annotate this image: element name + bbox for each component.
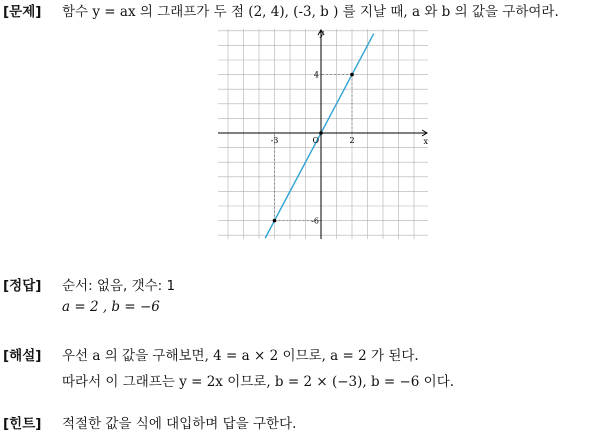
problem-tag: [문제] xyxy=(3,4,42,20)
x-tick-label: -3 xyxy=(270,136,279,145)
y-tick-label: -6 xyxy=(311,216,319,226)
x-axis-label: x xyxy=(423,137,428,146)
answer-tag: [정답] xyxy=(3,278,42,294)
answer-line1: 순서: 없음, 갯수: 1 xyxy=(62,278,176,294)
explanation-line1: 우선 a 의 값을 구해보면, 4 = a × 2 이므로, a = 2 가 된다. xyxy=(62,348,419,364)
data-point xyxy=(350,73,354,77)
axis-labels xyxy=(271,29,428,226)
answer-line2: a = 2 , b = −6 xyxy=(62,299,160,315)
y-axis-label: y xyxy=(319,29,324,38)
graph xyxy=(218,29,428,239)
origin-label: O xyxy=(312,136,319,145)
data-point xyxy=(319,131,323,135)
data-point xyxy=(273,219,277,223)
explanation-line2: 따라서 이 그래프는 y = 2x 이므로, b = 2 × (−3), b = −6 이다. xyxy=(62,374,455,390)
hint-tag: [힌트] xyxy=(3,416,42,432)
function-line xyxy=(265,34,374,238)
grid xyxy=(218,29,428,239)
explanation-tag: [해설] xyxy=(3,348,42,364)
axes xyxy=(218,30,427,239)
problem-text: 함수 y = ax 의 그래프가 두 점 (2, 4), (-3, b ) 를 지날 때, a 와 b 의 값을 구하여라. xyxy=(62,4,559,20)
x-tick-label: 2 xyxy=(349,136,355,145)
y-tick-label: 4 xyxy=(313,70,319,80)
hint-text: 적절한 값을 식에 대입하며 답을 구한다. xyxy=(62,416,297,432)
